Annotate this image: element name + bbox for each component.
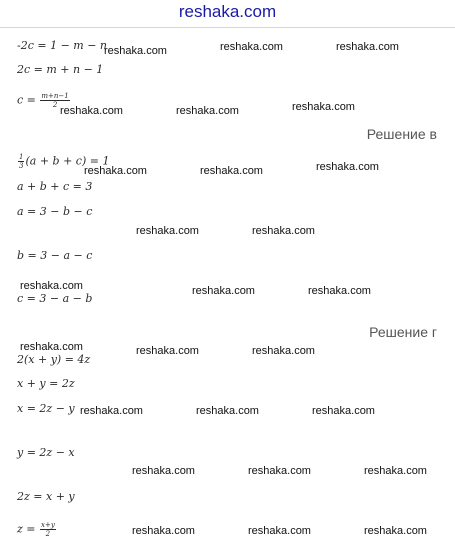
watermark: reshaka.com — [316, 161, 379, 173]
watermark: reshaka.com — [308, 285, 371, 297]
equation-14-lhs: z = — [17, 522, 40, 536]
watermark: reshaka.com — [84, 165, 147, 177]
watermark: reshaka.com — [220, 41, 283, 53]
watermark: reshaka.com — [200, 165, 263, 177]
equation-8: c = 3 − a − b — [17, 292, 93, 305]
watermark: reshaka.com — [248, 465, 311, 477]
watermark: reshaka.com — [192, 285, 255, 297]
watermark: reshaka.com — [132, 525, 195, 537]
equation-14 — [17, 521, 57, 538]
equation-4-denominator: 3 — [19, 162, 24, 170]
equation-4-fraction — [18, 153, 24, 170]
watermark: reshaka.com — [248, 525, 311, 537]
watermark: reshaka.com — [312, 405, 375, 417]
watermark: reshaka.com — [104, 45, 167, 57]
watermark: reshaka.com — [364, 465, 427, 477]
equation-14-fraction — [40, 521, 56, 538]
equation-6: a = 3 − b − c — [17, 205, 93, 218]
equation-1: -2c = 1 − m − n — [17, 39, 108, 52]
equation-9: 2(x + y) = 4z — [17, 353, 91, 366]
watermark: reshaka.com — [60, 105, 123, 117]
equation-14-denominator: 2 — [45, 530, 51, 538]
watermark: reshaka.com — [292, 101, 355, 113]
equation-11: x = 2z − y — [17, 402, 75, 415]
watermark: reshaka.com — [20, 341, 83, 353]
equation-14-numerator: x+y — [41, 521, 55, 529]
watermark: reshaka.com — [80, 405, 143, 417]
equation-4-numerator: 1 — [19, 153, 24, 161]
watermark: reshaka.com — [136, 345, 199, 357]
header-divider — [0, 27, 455, 28]
heading-solution-v: Решение в — [366, 126, 437, 142]
watermark: reshaka.com — [176, 105, 239, 117]
equation-12: y = 2z − x — [17, 446, 75, 459]
site-title[interactable]: reshaka.com — [178, 2, 277, 21]
watermark: reshaka.com — [252, 345, 315, 357]
watermark: reshaka.com — [196, 405, 259, 417]
equation-4-rest: (a + b + c) = 1 — [25, 154, 110, 168]
equation-13: 2z = x + y — [17, 490, 75, 503]
watermark: reshaka.com — [336, 41, 399, 53]
equation-2: 2c = m + n − 1 — [17, 63, 104, 76]
watermark: reshaka.com — [364, 525, 427, 537]
equation-3-denominator: 2 — [52, 101, 58, 109]
equation-5: a + b + c = 3 — [17, 180, 93, 193]
equation-3-numerator: m+n−1 — [41, 92, 69, 100]
equation-7: b = 3 − a − c — [17, 249, 93, 262]
equation-10: x + y = 2z — [17, 377, 75, 390]
watermark: reshaka.com — [252, 225, 315, 237]
equation-3-lhs: c = — [17, 93, 40, 107]
heading-solution-g: Решение г — [369, 324, 437, 340]
watermark: reshaka.com — [20, 280, 83, 292]
watermark: reshaka.com — [132, 465, 195, 477]
watermark: reshaka.com — [136, 225, 199, 237]
